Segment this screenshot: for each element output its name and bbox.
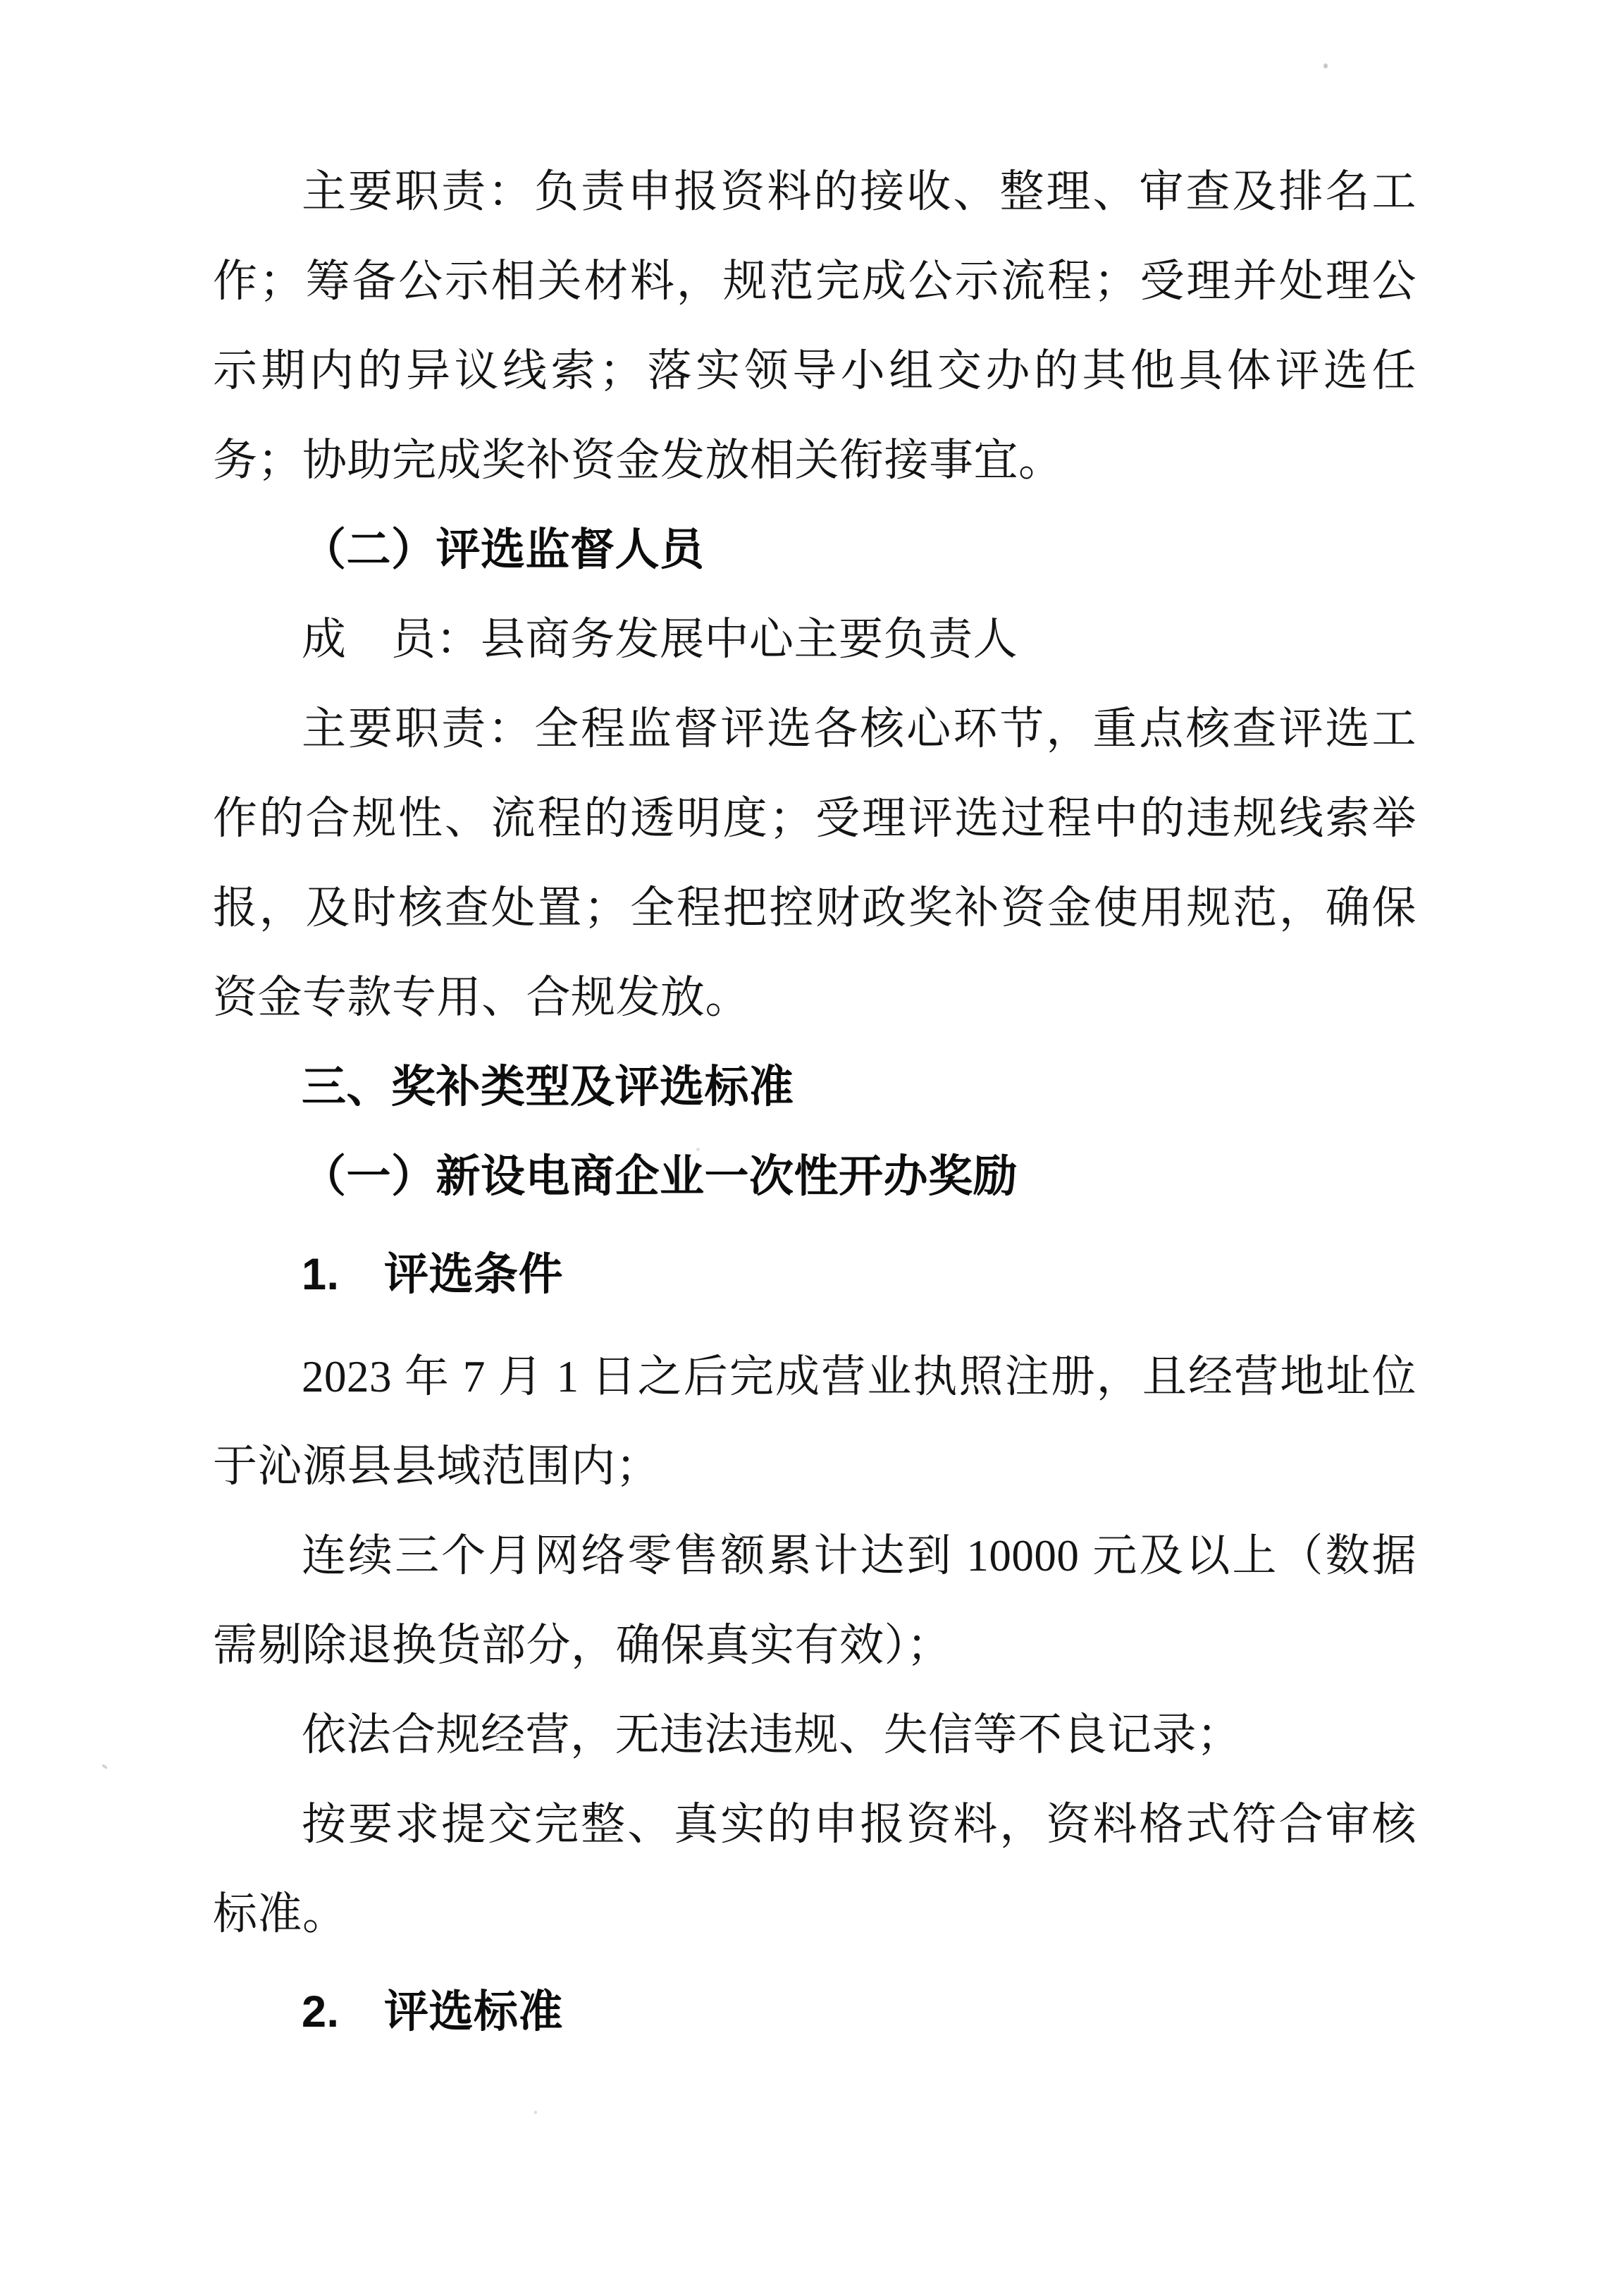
paragraph-sales-threshold-condition: 连续三个月网络零售额累计达到 10000 元及以上（数据需剔除退换货部分，确保真实有效）； bbox=[213, 1531, 1417, 1670]
paragraph-materials-condition: 按要求提交完整、真实的申报资料，资料格式符合审核标准。 bbox=[213, 1800, 1417, 1939]
scan-speck bbox=[101, 1764, 109, 1769]
paragraph-compliance-condition: 依法合规经营，无违法违规、失信等不良记录； bbox=[302, 1710, 1242, 1760]
heading-selection-supervisors: （二）评选监督人员 bbox=[302, 525, 705, 575]
heading-selection-standards: 2. 评选标准 bbox=[302, 1987, 564, 2037]
paragraph-registration-condition: 2023 年 7 月 1 日之后完成营业执照注册，且经营地址位于沁源县县域范围内； bbox=[213, 1352, 1417, 1491]
paragraph-supervisor-duties: 主要职责：全程监督评选各核心环节，重点核查评选工作的合规性、流程的透明度；受理评选过程中的违规线索举报，及时核查处置；全程把控财政奖补资金使用规范，确保资金专款专用、合规发放。 bbox=[213, 704, 1417, 1022]
scan-speck bbox=[534, 2111, 537, 2114]
paragraph-members: 成 员：县商务发展中心主要负责人 bbox=[302, 615, 1018, 664]
scan-speck bbox=[696, 1148, 700, 1151]
document-text-block bbox=[213, 147, 1417, 2070]
heading-selection-conditions: 1. 评选条件 bbox=[302, 1250, 564, 1299]
paragraph-office-duties: 主要职责：负责申报资料的接收、整理、审查及排名工作；筹备公示相关材料，规范完成公示流程；受理并处理公示期内的异议线索；落实领导小组交办的其他具体评选任务；协助完成奖补资金发放相关衔接事宜。 bbox=[213, 167, 1417, 485]
heading-reward-types-and-standards: 三、奖补类型及评选标准 bbox=[302, 1062, 794, 1112]
heading-new-ecommerce-startup-reward: （一）新设电商企业一次性开办奖励 bbox=[302, 1152, 1018, 1201]
scan-speck bbox=[1323, 63, 1328, 68]
